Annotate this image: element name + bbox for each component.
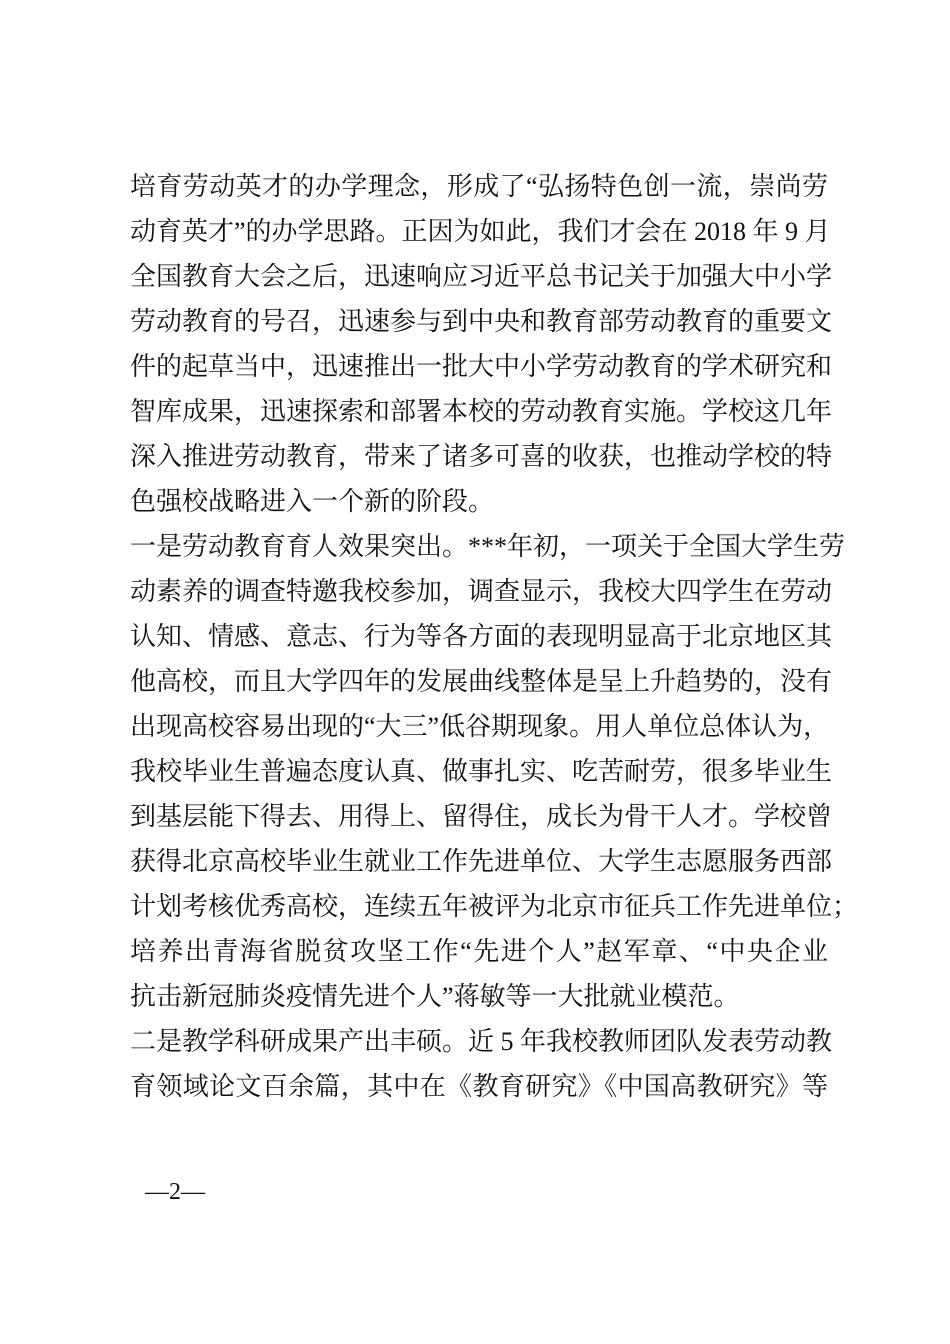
text-line: 劳动教育的号召，迅速参与到中央和教育部劳动教育的重要文 xyxy=(130,307,833,336)
text-line: 深入推进劳动教育，带来了诸多可喜的收获，也推动学校的特 xyxy=(130,442,833,471)
text-line: 认知、情感、意志、行为等各方面的表现明显高于北京地区其 xyxy=(130,622,833,651)
text-line: 色强校战略进入一个新的阶段。 xyxy=(130,487,495,516)
text-line: 到基层能下得去、用得上、留得住，成长为骨干人才。学校曾 xyxy=(130,802,833,831)
text-line: 培养出青海省脱贫攻坚工作“先进个人”赵军章、“中央企业 xyxy=(130,937,828,966)
text-line: 出现高校容易出现的“大三”低谷期现象。用人单位总体认为， xyxy=(130,712,830,741)
text-line: 培育劳动英才的办学理念，形成了“弘扬特色创一流，崇尚劳 xyxy=(130,172,828,201)
text-line: 我校毕业生普遍态度认真、做事扎实、吃苦耐劳，很多毕业生 xyxy=(130,757,833,786)
text-line: 一是劳动教育育人效果突出。***年初，一项关于全国大学生劳 xyxy=(130,532,846,561)
text-line: 全国教育大会之后，迅速响应习近平总书记关于加强大中小学 xyxy=(130,262,833,291)
text-line: 智库成果，迅速探索和部署本校的劳动教育实施。学校这几年 xyxy=(130,397,833,426)
body-text xyxy=(130,164,859,1109)
page-number: —2— xyxy=(145,1179,205,1205)
text-line: 二是教学科研成果产出丰硕。近 5 年我校教师团队发表劳动教 xyxy=(130,1027,833,1056)
text-line: 计划考核优秀高校，连续五年被评为北京市征兵工作先进单位； xyxy=(130,892,859,921)
text-line: 抗击新冠肺炎疫情先进个人”蒋敏等一大批就业模范。 xyxy=(130,982,740,1011)
text-line: 育领域论文百余篇，其中在《教育研究》《中国高教研究》等 xyxy=(130,1072,828,1101)
text-line: 获得北京高校毕业生就业工作先进单位、大学生志愿服务西部 xyxy=(130,847,833,876)
text-line: 件的起草当中，迅速推出一批大中小学劳动教育的学术研究和 xyxy=(130,352,833,381)
text-line: 动育英才”的办学思路。正因为如此，我们才会在 2018 年 9 月 xyxy=(130,217,831,246)
text-line: 动素养的调查特邀我校参加，调查显示，我校大四学生在劳动 xyxy=(130,577,833,606)
text-line: 他高校，而且大学四年的发展曲线整体是呈上升趋势的，没有 xyxy=(130,667,833,696)
